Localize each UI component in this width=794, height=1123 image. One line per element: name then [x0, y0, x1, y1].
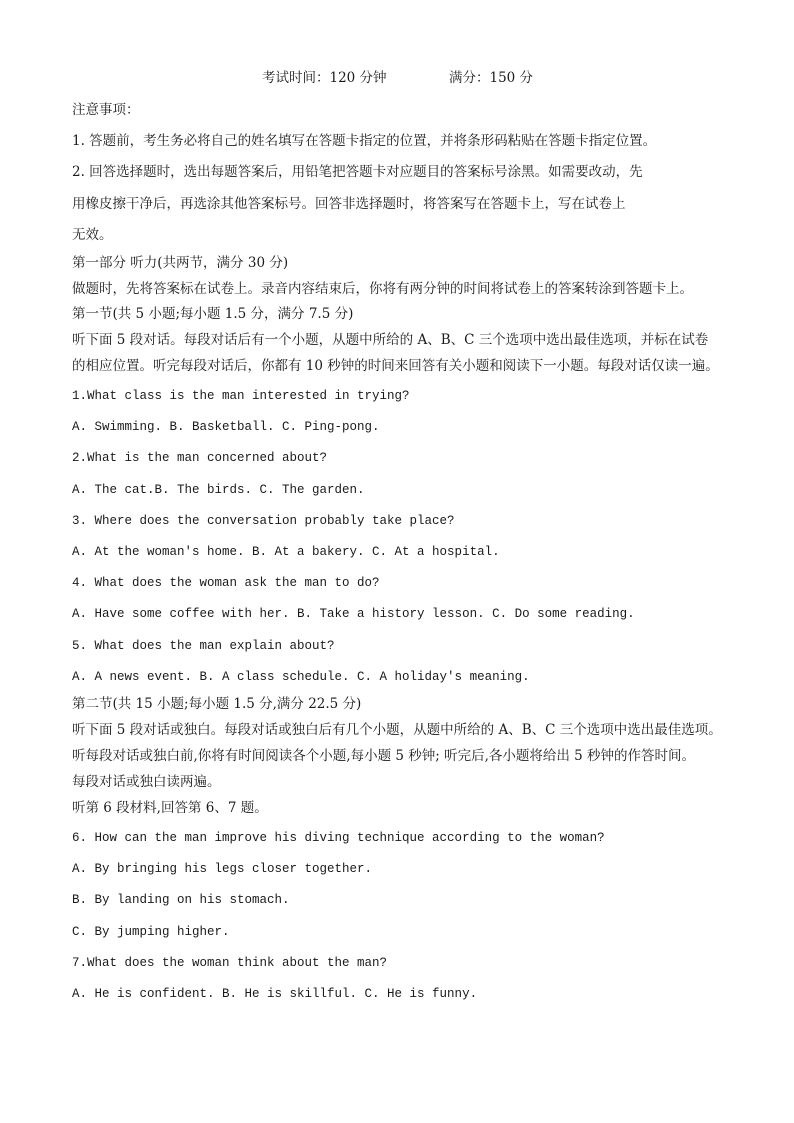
- question-5-options: A. A news event. B. A class schedule. C. A holiday's meaning.: [72, 670, 530, 684]
- section1-instruction-line-2: 的相应位置。听完每段对话后，你都有 10 秒钟的时间来回答有关小题和阅读下一小题。每段对话仅读一遍。: [72, 358, 719, 374]
- section2-title: 第二节(共 15 小题;每小题 1.5 分,满分 22.5 分): [72, 696, 362, 712]
- section2-instruction-line-3: 每段对话或独白读两遍。: [72, 774, 221, 790]
- question-6-option-c: C. By jumping higher.: [72, 925, 230, 939]
- question-4: 4. What does the woman ask the man to do?: [72, 576, 380, 590]
- question-6-option-b: B. By landing on his stomach.: [72, 893, 290, 907]
- question-3: 3. Where does the conversation probably take place?: [72, 514, 455, 528]
- question-1-options: A. Swimming. B. Basketball. C. Ping-pong.: [72, 420, 380, 434]
- part1-title: 第一部分 听力(共两节，满分 30 分): [72, 255, 289, 271]
- question-5: 5. What does the man explain about?: [72, 639, 335, 653]
- part1-intro: 做题时，先将答案标在试卷上。录音内容结束后，你将有两分钟的时间将试卷上的答案转涂到答题卡上。: [72, 281, 693, 297]
- question-2: 2.What is the man concerned about?: [72, 451, 328, 465]
- notice-item-2-line-3: 无效。: [72, 227, 113, 243]
- question-7: 7.What does the woman think about the man?: [72, 956, 388, 970]
- material-6-instruction: 听第 6 段材料,回答第 6、7 题。: [72, 800, 268, 816]
- exam-header: [0, 68, 794, 88]
- notice-item-2-line-2: 用橡皮擦干净后，再选涂其他答案标号。回答非选择题时，将答案写在答题卡上，写在试卷上: [72, 196, 626, 212]
- question-2-options: A. The cat.B. The birds. C. The garden.: [72, 483, 365, 497]
- section1-title: 第一节(共 5 小题;每小题 1.5 分，满分 7.5 分): [72, 306, 354, 322]
- question-6: 6. How can the man improve his diving technique according to the woman?: [72, 831, 605, 845]
- notice-item-1: 1. 答题前，考生务必将自己的姓名填写在答题卡指定的位置，并将条形码粘贴在答题卡指定位置。: [72, 133, 657, 149]
- question-7-options: A. He is confident. B. He is skillful. C. He is funny.: [72, 987, 478, 1001]
- notice-title: 注意事项：: [72, 102, 140, 118]
- question-1: 1.What class is the man interested in trying?: [72, 389, 410, 403]
- question-3-options: A. At the woman's home. B. At a bakery. C. At a hospital.: [72, 545, 500, 559]
- exam-time: 考试时间：120 分钟: [262, 70, 387, 86]
- question-6-option-a: A. By bringing his legs closer together.: [72, 862, 373, 876]
- question-4-options: A. Have some coffee with her. B. Take a history lesson. C. Do some reading.: [72, 607, 635, 621]
- section2-instruction-line-2: 听每段对话或独白前,你将有时间阅读各个小题,每小题 5 秒钟; 听完后,各小题将给出 5 秒钟的作答时间。: [72, 748, 696, 764]
- section1-instruction-line-1: 听下面 5 段对话。每段对话后有一个小题，从题中所给的 A、B、C 三个选项中选出最佳选项，并标在试卷: [72, 332, 709, 348]
- section2-instruction-line-1: 听下面 5 段对话或独白。每段对话或独白后有几个小题，从题中所给的 A、B、C 三个选项中选出最佳选项。: [72, 722, 722, 738]
- full-score: 满分：150 分: [449, 70, 534, 86]
- notice-item-2-line-1: 2. 回答选择题时，选出每题答案后，用铅笔把答题卡对应题目的答案标号涂黑。如需要改动，先: [72, 164, 643, 180]
